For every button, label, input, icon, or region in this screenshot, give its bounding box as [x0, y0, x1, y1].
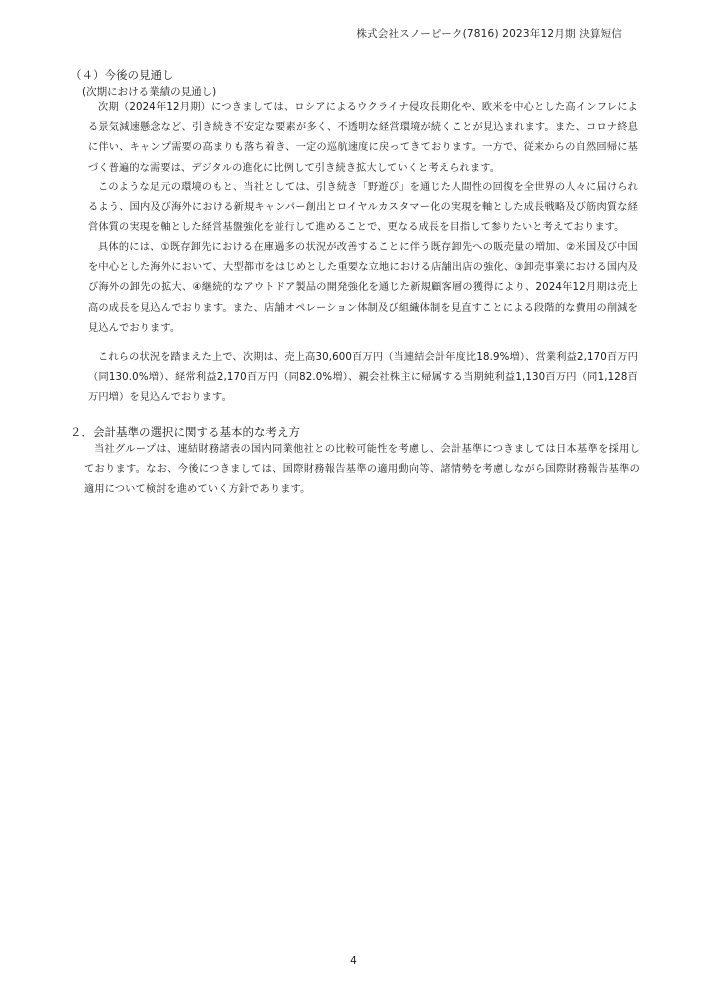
outlook-paragraph-2: このような足元の環境のもと、当社としては、引き続き「野遊び」を通じた人間性の回復を全世界の人々に届けられるよう、国内及び海外における新規キャンパー創出とロイヤルカスタマー化の実現を軸とした成長戦略及び筋肉質な経営体質の実現を軸とした経営基盤強化を並行して進めることで、更なる成長を目指して参りたいと考えております。: [88, 182, 638, 234]
section-4-title: （４）今後の見通し: [70, 68, 174, 82]
page-number: 4: [350, 955, 357, 967]
forecast-paragraph: これらの状況を踏まえた上で、次期は、売上高30,600百万円（当連結会計年度比18.9%増）、営業利益2,170百万円（同130.0%増）、経常利益2,170百万円（同82.0%増）、親会社株主に帰属する当期純利益1,130百万円（同1,128百万円増）を見込んでおります。: [88, 352, 638, 404]
outlook-paragraph-3: 具体的には、①既存卸先における在庫過多の状況が改善することに伴う既存卸先への販売量の増加、②米国及び中国を中心とした海外において、大型都市をはじめとした重要な立地における店舗出店の強化、③卸売事業における国内及び海外の卸先の拡大、④継続的なアウトドア製品の開発強化を通じた新規顧客層の獲得により、2024年12月期は売上高の成長を見込んでおります。また、店舗オペレーション体制及び組織体制を見直すことによる段階的な費用の削減を見込んでおります。: [88, 242, 638, 334]
accounting-standard-paragraph: 当社グループは、連結財務諸表の国内同業他社との比較可能性を考慮し、会計基準につきましては日本基準を採用しております。なお、今後につきましては、国際財務報告基準の適用動向等、諸情勢を考慮しながら国際財務報告基準の適用について検討を進めていく方針であります。: [84, 444, 640, 496]
section-2-title: ２．会計基準の選択に関する基本的な考え方: [70, 425, 300, 439]
outlook-paragraph-1: 次期（2024年12月期）につきましては、ロシアによるウクライナ侵攻長期化や、欧米を中心とした高インフレによる景気減速懸念など、引き続き不安定な要素が多く、不透明な経営環境が続くことが見込まれます。また、コロナ終息に伴い、キャンプ需要の高まりも落ち着き、一定の巡航速度に戻ってきております。一方で、従来からの自然回帰に基づく普遍的な需要は、デジタルの進化に比例して引き続き拡大していくと考えられます。: [88, 102, 638, 174]
section-4-subtitle: (次期における業績の見通し): [82, 86, 217, 98]
document-header: 株式会社スノーピーク(7816) 2023年12月期 決算短信: [356, 28, 622, 40]
